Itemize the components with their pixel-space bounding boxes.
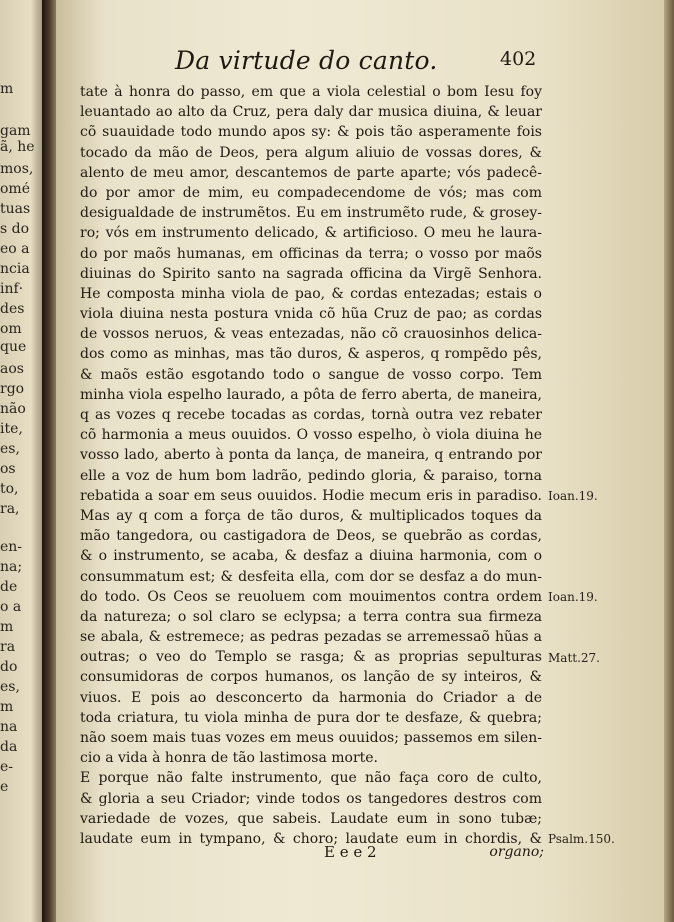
- running-head: Da virtude do canto.: [175, 46, 438, 75]
- text-line: elle a voz de hum bom ladrão, pedindo gloria, & paraiso, torna: [80, 467, 542, 484]
- text-line: variedade de vozes, que sabeis. Laudate eum in sono tubæ;: [80, 810, 542, 827]
- text-line: dos como as minhas, mas tão duros, & asperos, q rompẽdo pês,: [80, 346, 542, 363]
- text-line: outras; o veo do Templo se rasga; & as proprias sepulturas: [80, 649, 542, 666]
- left-page-fragment: om: [0, 322, 22, 336]
- left-page-fragment: des: [0, 302, 25, 316]
- left-page-fragment: ã, he: [0, 140, 35, 154]
- text-line: do por amor de mim, eu compadecendome de vós; mas com: [80, 184, 542, 201]
- text-line: consumidoras de corpos humanos, os lanção de sy inteiros, &: [80, 669, 542, 686]
- text-line: viuos. E pois ao desconcerto da harmonia do Criador a de: [80, 689, 542, 706]
- text-line: leuantado ao alto da Cruz, pera daly dar musica diuina, & leuar: [80, 104, 542, 121]
- text-line: cio a vida à honra de tão lastimosa morte.: [80, 750, 378, 767]
- text-line: Mas ay q com a força de tão duros, & multiplicados toques da: [80, 507, 542, 524]
- marginal-note: Matt.27.: [548, 650, 600, 665]
- text-line: E porque não falte instrumento, que não faça coro de culto,: [80, 770, 542, 787]
- text-line: cõ harmonia a meus ouuidos. O vosso espelho, ò viola diuina he: [80, 427, 542, 444]
- left-page-fragment: e-: [0, 760, 14, 774]
- catchline: [324, 842, 544, 862]
- text-line: & gloria a seu Criador; vinde todos os tangedores destros com: [80, 790, 542, 807]
- text-line: tocado da mão de Deos, pera algum aliuio de vossas dores, &: [80, 144, 542, 161]
- left-page-fragment: aos: [0, 362, 24, 376]
- left-page-fragment: o a: [0, 600, 22, 614]
- text-line: He composta minha viola de pao, & cordas entezadas; estais o: [80, 285, 542, 302]
- left-page-fragment: gam: [0, 124, 31, 138]
- text-line: & o instrumento, se acaba, & desfaz a diuina harmonia, com o: [80, 548, 542, 565]
- text-line: alento de meu amor, descantemos de parte aparte; vós padecê-: [80, 164, 542, 181]
- left-page-fragment: e: [0, 780, 9, 794]
- left-page-fragment: não: [0, 402, 26, 416]
- text-line: viola diuina nesta postura vnida cõ hũa Cruz de pao; as cordas: [80, 306, 542, 323]
- left-page-fragment: de: [0, 580, 18, 594]
- left-page-fragment: m: [0, 700, 14, 714]
- left-page-fragment: m: [0, 82, 14, 96]
- text-line: do por maõs humanas, em officinas da terra; o vosso por maõs: [80, 245, 542, 262]
- marginal-note: Ioan.19.: [548, 489, 598, 503]
- left-page-fragment: to,: [0, 482, 19, 496]
- page-edge: [664, 0, 674, 922]
- left-page-fragment: ra: [0, 640, 16, 654]
- text-line: tate à honra do passo, em que a viola celestial o bom Iesu foy: [80, 84, 542, 100]
- left-page-fragment: mos,: [0, 162, 34, 176]
- left-page-fragment: na;: [0, 560, 23, 574]
- text-line: diuinas do Spirito santo na sagrada officina da Virgẽ Senhora.: [80, 265, 542, 282]
- left-page-fragment: omé: [0, 182, 30, 196]
- marginal-note: Ioan.19.: [548, 590, 598, 604]
- left-page-fragment: que: [0, 340, 27, 354]
- text-line: não soem mais tuas vozes em meus ouuidos; passemos em silen-: [80, 730, 542, 746]
- left-page-fragment: do: [0, 660, 18, 674]
- text-line: de vossos neruos, & veas entezadas, não cõ crauosinhos delica-: [80, 326, 542, 343]
- text-line: minha viola espelho laurado, a pôta de ferro aberta, de maneira,: [80, 386, 542, 403]
- left-page-fragment: eo a: [0, 242, 30, 256]
- catchword: organo;: [489, 844, 544, 860]
- text-line: desigualdade de instrumẽtos. Eu em instrumẽto rude, & grosey-: [80, 205, 542, 222]
- text-line: & maõs estão esgotando todo o sangue de vosso corpo. Tem: [80, 366, 542, 383]
- left-page-fragment: da: [0, 740, 18, 754]
- signature-mark: E e e 2: [324, 843, 377, 861]
- left-page-fragment: ncia: [0, 262, 30, 276]
- text-line: cõ suauidade todo mundo apos sy: & pois tão asperamente fois: [80, 124, 542, 141]
- text-line: laudate eum in tympano, & choro; laudate eum in chordis, &: [80, 830, 542, 847]
- text-line: se abala, & estremece; as pedras pezadas se arremessaõ hũas a: [80, 629, 542, 646]
- body-text: [80, 82, 542, 849]
- text-line: rebatida a soar em seus ouuidos. Hodie mecum eris in paradiso.: [80, 487, 542, 504]
- left-page-fragment: na: [0, 720, 18, 734]
- left-page-fragment: inf·: [0, 282, 24, 296]
- text-line: consummatum est; & desfeita ella, com dor se desfaz a do mun-: [80, 568, 542, 585]
- page-header: [175, 42, 555, 76]
- text-line: ro; vós em instrumento delicado, & artificioso. O meu he laura-: [80, 225, 542, 242]
- left-page-fragment: es,: [0, 442, 20, 456]
- text-line: da natureza; o sol claro se eclypsa; a terra contra sua firmeza: [80, 608, 542, 625]
- left-page-fragment: ite,: [0, 422, 23, 436]
- left-page-fragment: es,: [0, 680, 20, 694]
- left-page-fragment: s do: [0, 222, 30, 236]
- left-page-fragment: m: [0, 620, 14, 634]
- marginal-note: Psalm.150.: [548, 832, 615, 847]
- left-page-fragment: os: [0, 462, 16, 476]
- text-line: vosso lado, aberto à ponta da lança, de maneira, q entrando por: [80, 447, 542, 464]
- text-line: mão tangedora, ou castigadora de Deos, se quebrão as cordas,: [80, 528, 542, 545]
- left-page-fragment: en-: [0, 540, 23, 554]
- left-page-fragment: tuas: [0, 202, 31, 216]
- page-number: 402: [500, 48, 537, 70]
- left-page-fragment: ra,: [0, 502, 20, 516]
- text-line: q as vozes q recebe tocadas as cordas, tornà outra vez rebater: [80, 407, 542, 423]
- left-page-edge: [0, 0, 44, 922]
- text-line: toda criatura, tu viola minha de pura dor te desfaze, & quebra;: [80, 709, 542, 726]
- text-line: do todo. Os Ceos se reuoluem com mouimentos contra ordem: [80, 588, 542, 605]
- left-page-fragment: rgo: [0, 382, 25, 396]
